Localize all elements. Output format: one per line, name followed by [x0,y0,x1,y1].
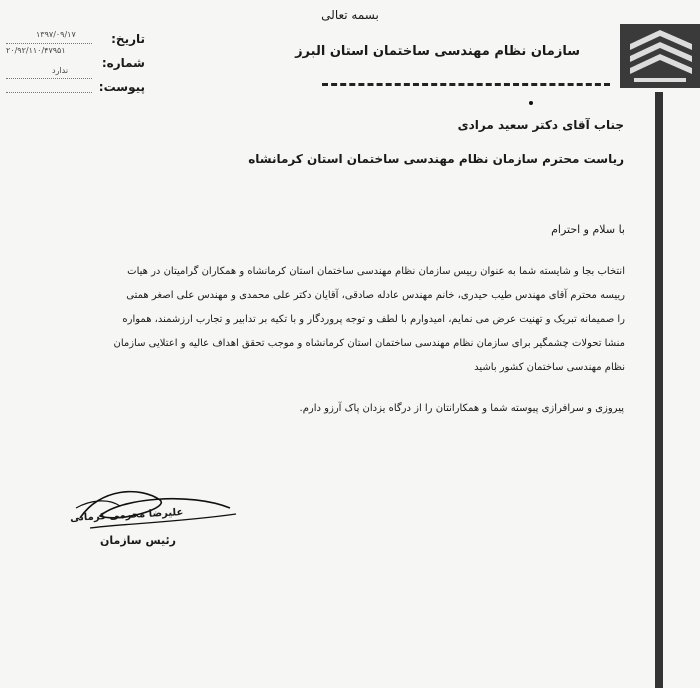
organization-header: سازمان نظام مهندسی ساختمان استان البرز [295,44,580,59]
bullet-dot [529,101,533,105]
body-line: منشا تحولات چشمگیر برای سازمان نظام مهندسی ساختمان استان کرمانشاه و موجب تحقق اهداف عالیه و اعتلایی سازمان [113,338,625,349]
body-line: انتخاب بجا و شایسته شما به عنوان رییس سازمان نظام مهندسی ساختمان استان کرمانشاه و همکاران گرامیتان در هیات [127,266,625,277]
recipient-name: جناب آقای دکتر سعید مرادی [457,118,624,132]
number-line [6,78,92,79]
greeting: با سلام و احترام [551,223,625,236]
date-label: تاریخ: [111,32,145,46]
closing-line: پیروزی و سرافرازی پیوسته شما و همکارانتان را از درگاه یزدان پاک آرزو دارم. [299,403,624,414]
date-line [6,43,92,44]
number-note: ندارد [52,66,69,75]
signatory-name: علیرضا محرمی کرمانی [69,507,184,524]
number-label: شماره: [101,56,145,70]
date-value: ۱۳۹۷/۰۹/۱۷ [36,30,76,39]
header-rule [322,83,610,86]
signatory-title: رئیس سازمان [100,534,176,547]
attachment-label: پیوست: [98,80,145,94]
recipient-title: ریاست محترم سازمان نظام مهندسی ساختمان استان کرمانشاه [248,152,624,166]
bismillah-heading: بسمه تعالی [321,8,379,22]
side-border-bar [655,92,663,688]
body-line: را صمیمانه تبریک و تهنیت عرض می نمایم، امیدوارم با لطف و توجه پروردگار و با تکیه بر تدابیر و تجارب ارزشمند، همواره [122,314,625,325]
attachment-line [6,92,92,93]
body-line: رییسه محترم آقای مهندس طیب حیدری، خانم مهندس عادله صادقی، آقایان دکتر علی محمدی و مهندس علی اصغر همتی [126,290,625,301]
body-line: نظام مهندسی ساختمان کشور باشید [474,362,625,373]
organization-logo [620,24,700,88]
number-value: ۲۰/۹۲/۱۱۰/۴۷۹۵۱ [6,46,66,55]
